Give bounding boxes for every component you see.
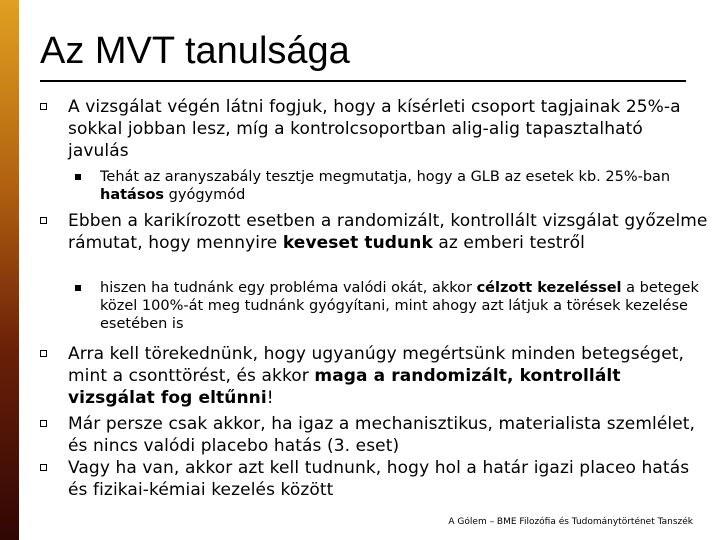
slide-footer: A Gólem – BME Filozófia és Tudománytörténet Tanszék	[448, 517, 693, 527]
bullet-square-icon	[40, 420, 47, 427]
bullet-square-icon	[40, 217, 47, 224]
bullet-square-icon	[40, 464, 47, 471]
title-divider	[40, 80, 686, 82]
slide-title: Az MVT tanulsága	[40, 30, 350, 72]
bullet-2-text: Ebben a karikírozott esetben a randomizált, kontrollált vizsgálat győzelme rámutat, hogy mennyire keveset tudunk az emberi testről	[68, 211, 708, 253]
bullet-1-text: A vizsgálat végén látni fogjuk, hogy a kísérleti csoport tagjainak 25%-a sokkal jobban lesz, míg a kontrolcsoportban alig-alig tapasztalható javulás	[68, 97, 681, 161]
decorative-sidebar	[0, 0, 19, 540]
sub-bullet-square-icon	[75, 285, 81, 291]
bullet-1-sub-text: Tehát az aranyszabály tesztje megmutatja, hogy a GLB az esetek kb. 25%-ban hatásos gyógymód	[100, 169, 671, 203]
bullet-square-icon	[40, 350, 47, 357]
bullet-square-icon	[40, 103, 47, 110]
bullet-3-text: Arra kell törekednünk, hogy ugyanúgy megértsünk minden betegséget, mint a csonttörést, és akkor maga a randomizált, kontrollált vizsgálat fog eltűnni!	[68, 344, 685, 408]
bullet-5-text: Vagy ha van, akkor azt kell tudnunk, hogy hol a határ igazi placeo hatás és fizikai-kémiai kezelés között	[68, 458, 690, 500]
bullet-2-sub-text: hiszen ha tudnánk egy probléma valódi okát, akkor célzott kezeléssel a betegek közel 100%-át meg tudnánk gyógyítani, mint ahogy azt látjuk a törések kezelése esetében is	[100, 280, 699, 332]
sub-bullet-square-icon	[75, 174, 81, 180]
bullet-4-text: Már persze csak akkor, ha igaz a mechanisztikus, materialista szemlélet, és nincs valódi placebo hatás (3. eset)	[68, 414, 696, 456]
